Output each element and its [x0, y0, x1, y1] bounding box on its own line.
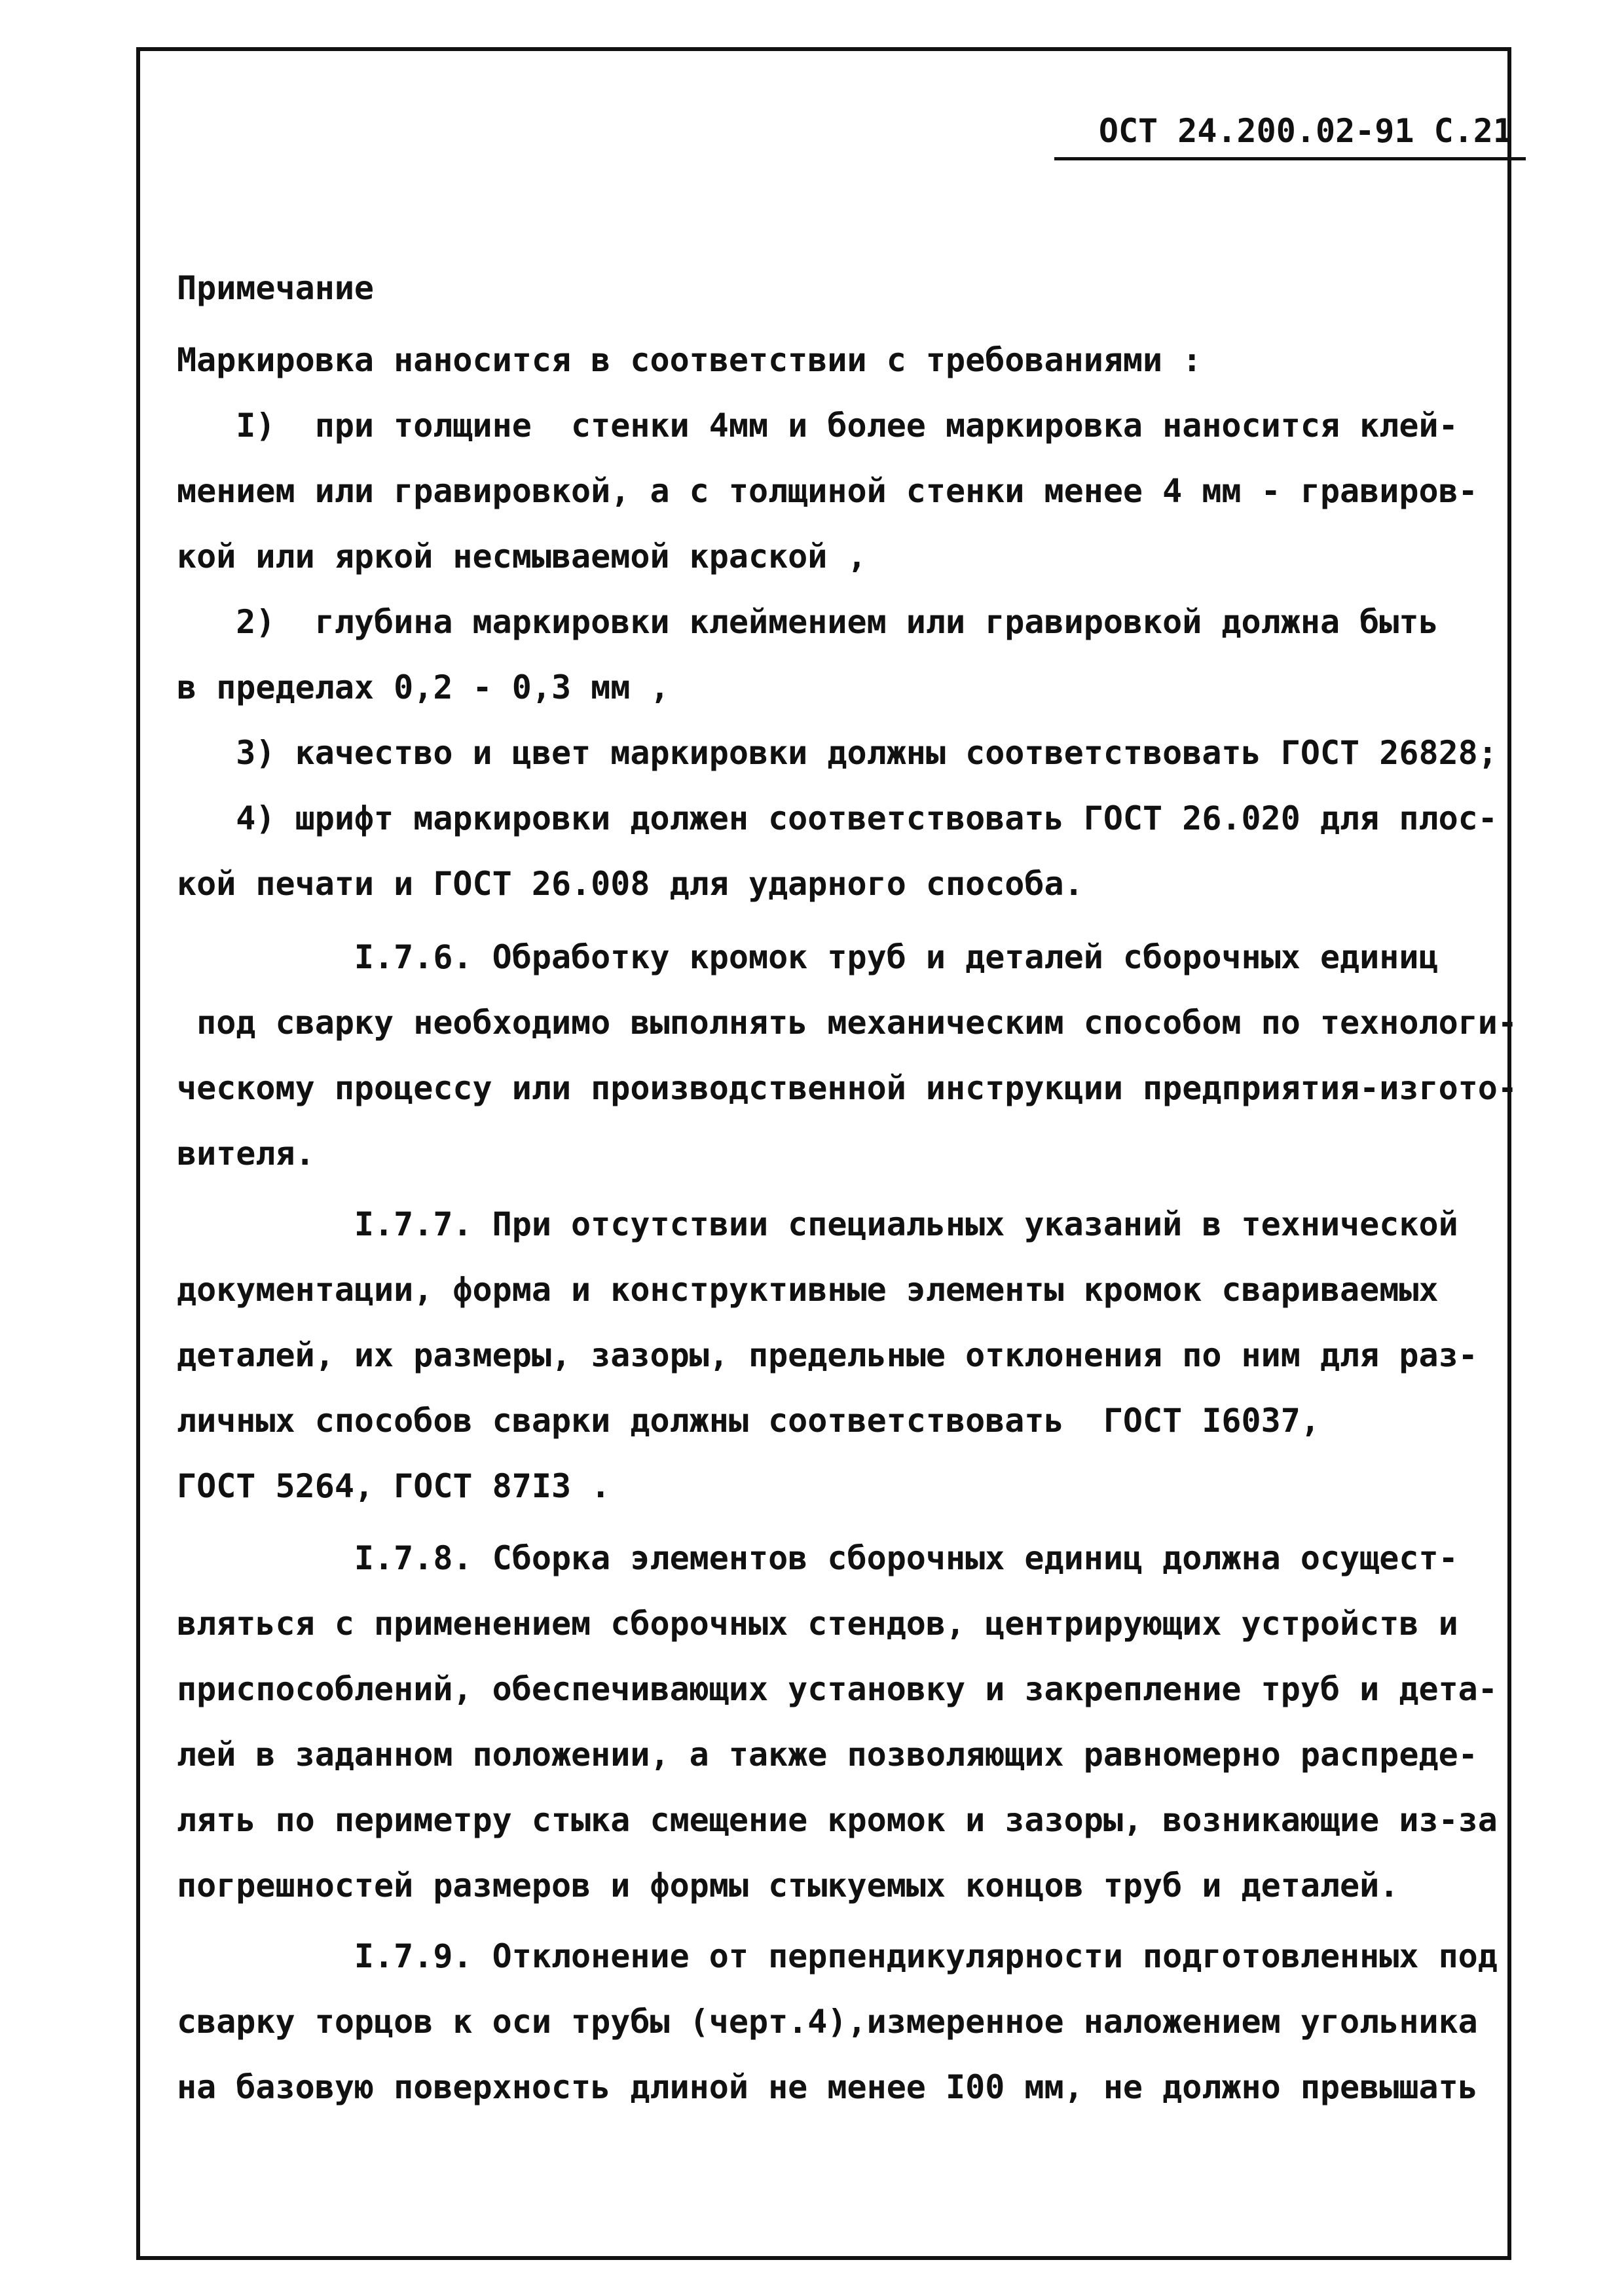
text-line: кой печати и ГОСТ 26.008 для ударного способа.: [177, 865, 1084, 903]
text-line: вляться с применением сборочных стендов, центрирующих устройств и: [177, 1605, 1458, 1643]
text-line: 4) шрифт маркировки должен соответствовать ГОСТ 26.020 для плос-: [177, 799, 1498, 837]
text-line: кой или яркой несмываемой краской ,: [177, 538, 867, 575]
text-line: в пределах 0,2 - 0,3 мм ,: [177, 668, 670, 706]
text-line: сварку торцов к оси трубы (черт.4),измеренное наложением угольника: [177, 2003, 1478, 2041]
text-line: 3) качество и цвет маркировки должны соответствовать ГОСТ 26828;: [177, 734, 1498, 772]
text-line: личных способов сварки должны соответствовать ГОСТ I6037,: [177, 1402, 1320, 1440]
text-line: вителя.: [177, 1135, 315, 1173]
text-line: 2) глубина маркировки клеймением или гравировкой должна быть: [177, 603, 1439, 641]
text-line: под сварку необходимо выполнять механическим способом по технологи-: [177, 1004, 1517, 1042]
text-line: ГОСТ 5264, ГОСТ 87I3 .: [177, 1467, 611, 1505]
text-line: документации, форма и конструктивные элементы кромок свариваемых: [177, 1271, 1439, 1309]
note-title: [177, 255, 1526, 321]
note-title-text: Примечание: [177, 269, 375, 307]
text-line: Маркировка наносится в соответствии с требованиями :: [177, 341, 1202, 379]
text-line: лять по периметру стыка смещение кромок и зазоры, возникающие из-за: [177, 1801, 1498, 1839]
text-line: мением или гравировкой, а с толщиной стенки менее 4 мм - гравиров-: [177, 472, 1478, 510]
document-header: ОСТ 24.200.02-91 С.21: [1054, 105, 1526, 160]
text-line: ческому процессу или производственной инструкции предприятия-изгото-: [177, 1069, 1517, 1107]
text-line: лей в заданном положении, а также позволяющих равномерно распреде-: [177, 1736, 1478, 1774]
text-line: I.7.8. Сборка элементов сборочных единиц должна осущест-: [177, 1539, 1458, 1577]
text-line: I.7.9. Отклонение от перпендикулярности подготовленных под: [177, 1937, 1498, 1975]
text-line: приспособлений, обеспечивающих установку и закрепление труб и дета-: [177, 1670, 1498, 1708]
text-line: на базовую поверхность длиной не менее I00 мм, не должно превышать: [177, 2068, 1478, 2106]
text-line: I.7.6. Обработку кромок труб и деталей сборочных единиц: [177, 938, 1439, 976]
text-line: погрешностей размеров и формы стыкуемых концов труб и деталей.: [177, 1867, 1399, 1904]
text-line: I.7.7. При отсутствии специальных указаний в технической: [177, 1205, 1458, 1243]
text-line: I) при толщине стенки 4мм и более маркировка наносится клей-: [177, 407, 1458, 445]
text-line: деталей, их размеры, зазоры, предельные отклонения по ним для раз-: [177, 1336, 1478, 1374]
